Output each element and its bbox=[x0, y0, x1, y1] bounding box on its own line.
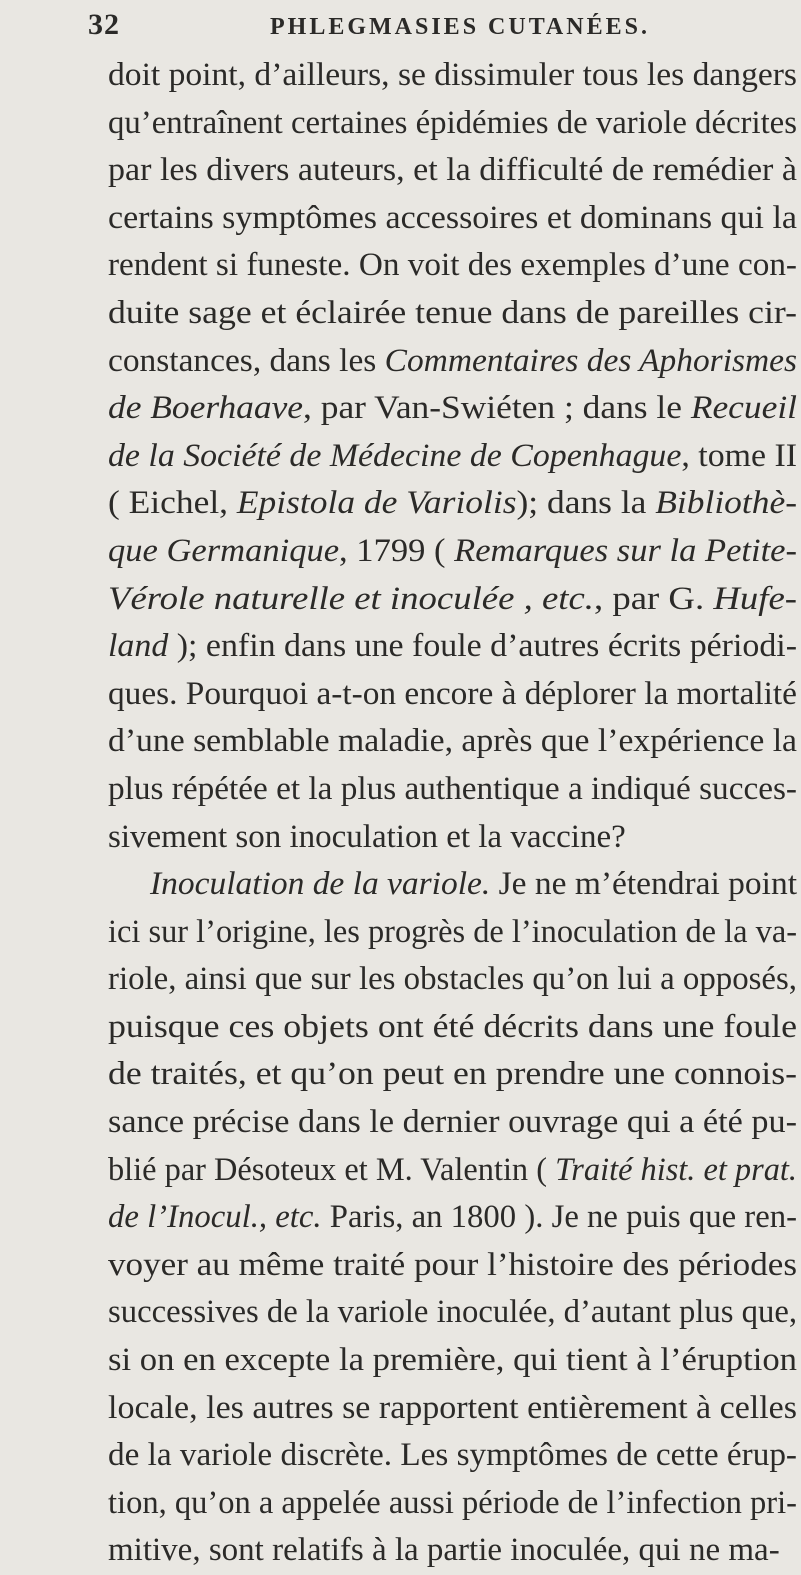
text-span: si on en excepte la première, qui tient à l’éruption bbox=[108, 1342, 797, 1379]
text-line bbox=[108, 242, 801, 290]
text-line bbox=[108, 623, 801, 671]
text-span: Je ne m’étendrai point bbox=[490, 866, 798, 903]
italic-text: de Boerhaave bbox=[108, 390, 304, 427]
text-span: , tome II bbox=[681, 437, 797, 474]
text-line bbox=[108, 718, 801, 766]
text-line bbox=[108, 385, 801, 433]
italic-text: Commentaires des Aphorismes bbox=[384, 342, 797, 379]
text-line bbox=[108, 1004, 801, 1052]
text-line bbox=[108, 290, 801, 338]
page-header bbox=[0, 8, 801, 48]
text-span: , par Van-Swiéten ; dans le bbox=[303, 390, 691, 427]
italic-text: Vérole naturelle et inoculée , etc. bbox=[108, 580, 594, 617]
text-line bbox=[108, 766, 801, 814]
italic-text: Recueil bbox=[690, 390, 797, 427]
text-span: de traités, et qu’on peut en prendre une connois- bbox=[108, 1056, 797, 1093]
text-line bbox=[108, 1480, 801, 1528]
text-span: tion, qu’on a appelée aussi période de l’infection pri- bbox=[108, 1484, 797, 1521]
text-span: certains symptômes accessoires et dominans qui la bbox=[108, 199, 798, 236]
text-span: constances, dans les bbox=[108, 342, 385, 379]
page-number: 32 bbox=[88, 8, 120, 41]
italic-text: Bibliothè- bbox=[655, 485, 797, 522]
running-head: PHLEGMASIES CUTANÉES. bbox=[270, 14, 650, 40]
text-span: puisque ces objets ont été décrits dans une foule bbox=[108, 1008, 797, 1045]
text-span: successives de la variole inoculée, d’autant plus que, bbox=[108, 1294, 797, 1331]
text-span: mitive, sont relatifs à la partie inoculée, qui ne ma- bbox=[108, 1532, 780, 1569]
text-span: ); enfin dans une foule d’autres écrits périodi- bbox=[168, 628, 797, 665]
text-span: ques. Pourquoi a-t-on encore à déplorer la mortalité bbox=[108, 675, 797, 712]
text-line bbox=[108, 1147, 801, 1195]
text-line bbox=[108, 576, 801, 624]
text-span: ( Eichel, bbox=[108, 485, 237, 522]
text-span: locale, les autres se rapportent entièrement à celles bbox=[108, 1389, 797, 1426]
italic-text: que Germanique bbox=[108, 532, 340, 569]
text-span: plus répétée et la plus authentique a indiqué succes- bbox=[108, 770, 797, 807]
text-line bbox=[108, 195, 801, 243]
text-line bbox=[108, 1432, 801, 1480]
text-line bbox=[108, 909, 801, 957]
italic-text: Remarques sur la Petite- bbox=[454, 532, 797, 569]
text-line bbox=[108, 1099, 801, 1147]
text-span: rendent si funeste. On voit des exemples d’une con- bbox=[108, 247, 797, 284]
text-line bbox=[108, 861, 801, 909]
text-line bbox=[108, 1337, 801, 1385]
text-line bbox=[108, 1194, 801, 1242]
text-line bbox=[108, 1051, 801, 1099]
text-line bbox=[108, 1289, 801, 1337]
text-line bbox=[108, 1385, 801, 1433]
text-span: ici sur l’origine, les progrès de l’inoculation de la va- bbox=[108, 913, 797, 950]
text-span: qu’entraînent certaines épidémies de variole décrites bbox=[108, 104, 797, 141]
italic-text: Inoculation de la variole. bbox=[150, 866, 491, 903]
text-line bbox=[108, 100, 801, 148]
text-line bbox=[108, 433, 801, 481]
italic-text: de l’Inocul., etc. bbox=[108, 1199, 322, 1236]
italic-text: Traité hist. et prat. bbox=[555, 1151, 797, 1188]
text-line bbox=[108, 814, 801, 862]
text-span: blié par Désoteux et M. Valentin ( bbox=[108, 1151, 556, 1188]
italic-text: de la Société de Médecine de Copenhague bbox=[108, 437, 682, 474]
text-span: Paris, an 1800 ). Je ne puis que ren- bbox=[321, 1199, 797, 1236]
text-line bbox=[108, 147, 801, 195]
text-line bbox=[108, 1242, 801, 1290]
text-span: d’une semblable maladie, après que l’expérience la bbox=[108, 723, 797, 760]
text-span: sivement son inoculation et la vaccine? bbox=[108, 818, 626, 855]
text-span: voyer au même traité pour l’histoire des périodes bbox=[108, 1246, 798, 1283]
text-line bbox=[108, 480, 801, 528]
italic-text: land bbox=[108, 628, 169, 665]
italic-text: Hufe- bbox=[713, 580, 797, 617]
text-span: par les divers auteurs, et la difficulté de remédier à bbox=[108, 152, 797, 189]
text-line bbox=[108, 52, 801, 100]
body-text bbox=[108, 52, 801, 1575]
text-span: sance précise dans le dernier ouvrage qui a été pu- bbox=[108, 1104, 797, 1141]
text-span: riole, ainsi que sur les obstacles qu’on lui a opposés, bbox=[108, 961, 797, 998]
text-span: , par G. bbox=[593, 580, 714, 617]
text-span: duite sage et éclairée tenue dans de pareilles cir- bbox=[108, 294, 797, 331]
text-span: ); dans la bbox=[516, 485, 656, 522]
text-line bbox=[108, 338, 801, 386]
text-span: doit point, d’ailleurs, se dissimuler tous les dangers bbox=[108, 57, 797, 93]
text-line bbox=[108, 528, 801, 576]
italic-text: Epistola de Variolis bbox=[236, 485, 517, 522]
text-line bbox=[108, 671, 801, 719]
text-span: de la variole discrète. Les symptômes de cette érup- bbox=[108, 1437, 797, 1474]
text-span: , 1799 ( bbox=[339, 532, 455, 569]
text-line bbox=[108, 1527, 801, 1575]
text-line bbox=[108, 956, 801, 1004]
